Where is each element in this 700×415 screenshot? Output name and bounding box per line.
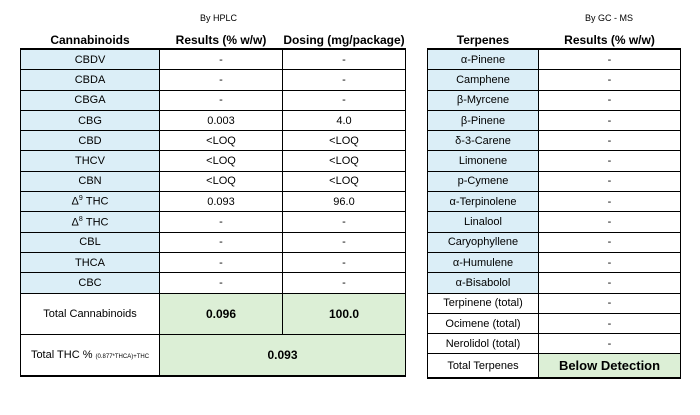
dosing-value: <LOQ xyxy=(283,171,406,191)
dosing-value: - xyxy=(283,232,406,252)
terpene-name: β-Pinene xyxy=(428,110,539,130)
dosing-value: - xyxy=(283,212,406,232)
terpene-result: - xyxy=(539,313,681,333)
table-row xyxy=(21,273,406,293)
total-thc-value: 0.093 xyxy=(160,334,406,376)
table-row xyxy=(21,192,406,212)
table-row xyxy=(428,192,681,212)
result-value: - xyxy=(160,70,283,90)
cannabinoid-name: CBD xyxy=(21,131,160,151)
dosing-value: 4.0 xyxy=(283,110,406,130)
results-header: Results (% w/w) xyxy=(175,33,267,47)
table-row xyxy=(428,273,681,293)
terpene-name: Terpinene (total) xyxy=(428,293,539,313)
result-value: - xyxy=(160,273,283,293)
total-cannabinoids-dosing: 100.0 xyxy=(283,293,406,334)
terpene-name: Ocimene (total) xyxy=(428,313,539,333)
terpene-result: - xyxy=(539,252,681,272)
terpene-result: - xyxy=(539,151,681,171)
cannabinoid-name: CBL xyxy=(21,232,160,252)
terpene-name: α-Terpinolene xyxy=(428,192,539,212)
table-row xyxy=(428,131,681,151)
total-terpenes-result: Below Detection xyxy=(539,354,681,379)
terpene-result: - xyxy=(539,90,681,110)
terpene-name: α-Humulene xyxy=(428,252,539,272)
result-value: <LOQ xyxy=(160,131,283,151)
terpene-name: β-Myrcene xyxy=(428,90,539,110)
total-thc-label: Total THC % (0.877*THCA)+THC xyxy=(21,334,160,376)
result-value: - xyxy=(160,90,283,110)
table-row xyxy=(21,151,406,171)
table-row xyxy=(428,110,681,130)
table-row xyxy=(21,49,406,70)
table-row xyxy=(21,232,406,252)
table-row xyxy=(428,232,681,252)
result-value: - xyxy=(160,252,283,272)
table-row xyxy=(428,313,681,333)
total-terpenes-label: Total Terpenes xyxy=(428,354,539,379)
table-row xyxy=(21,171,406,191)
result-value: 0.003 xyxy=(160,110,283,130)
dosing-value: <LOQ xyxy=(283,151,406,171)
terpenes-table xyxy=(427,30,681,379)
cannabinoid-name: THCV xyxy=(21,151,160,171)
total-cannabinoids-label: Total Cannabinoids xyxy=(21,293,160,334)
cannabinoid-name: $\Delta^9$ THC xyxy=(21,192,160,212)
terpene-result: - xyxy=(539,192,681,212)
table-row xyxy=(428,90,681,110)
cannabinoid-name: CBN xyxy=(21,171,160,191)
gcms-method-label: By GC - MS xyxy=(585,13,634,23)
result-value: - xyxy=(160,232,283,252)
total-thc-row xyxy=(21,334,406,376)
terpene-name: δ-3-Carene xyxy=(428,131,539,151)
terpene-result: - xyxy=(539,334,681,354)
terpene-result: - xyxy=(539,212,681,232)
dosing-value: <LOQ xyxy=(283,131,406,151)
result-value: - xyxy=(160,49,283,70)
hplc-method-label: By HPLC xyxy=(200,13,238,23)
terpene-result: - xyxy=(539,293,681,313)
dosing-value: - xyxy=(283,49,406,70)
terpene-result: - xyxy=(539,273,681,293)
terpene-name: p-Cymene xyxy=(428,171,539,191)
dosing-header: Dosing (mg/package) xyxy=(283,33,405,47)
dosing-value: - xyxy=(283,90,406,110)
terpenes-header: Terpenes xyxy=(456,33,510,47)
table-row xyxy=(428,70,681,90)
dosing-value: - xyxy=(283,273,406,293)
terpene-result: - xyxy=(539,131,681,151)
terpene-result: - xyxy=(539,110,681,130)
cannabinoid-name: $\Delta^8$ THC xyxy=(21,212,160,232)
table-row xyxy=(21,90,406,110)
cannabinoid-name: CBDA xyxy=(21,70,160,90)
terpene-name: Camphene xyxy=(428,70,539,90)
terpene-name: Linalool xyxy=(428,212,539,232)
terpene-name: α-Bisabolol xyxy=(428,273,539,293)
cannabinoids-header: Cannabinoids xyxy=(50,33,130,47)
table-row xyxy=(21,212,406,232)
total-cannabinoids-row xyxy=(21,293,406,334)
result-value: <LOQ xyxy=(160,151,283,171)
cannabinoid-name: CBGA xyxy=(21,90,160,110)
table-row xyxy=(428,49,681,70)
table-row xyxy=(21,110,406,130)
table-row xyxy=(428,252,681,272)
terpene-results-header: Results (% w/w) xyxy=(564,33,655,47)
terpene-name: α-Pinene xyxy=(428,49,539,70)
table-row xyxy=(21,252,406,272)
table-row xyxy=(428,171,681,191)
table-row xyxy=(428,151,681,171)
cannabinoid-name: CBDV xyxy=(21,49,160,70)
cannabinoid-name: CBG xyxy=(21,110,160,130)
total-cannabinoids-result: 0.096 xyxy=(160,293,283,334)
result-value: - xyxy=(160,212,283,232)
terpene-result: - xyxy=(539,171,681,191)
table-row xyxy=(21,70,406,90)
dosing-value: 96.0 xyxy=(283,192,406,212)
table-row xyxy=(428,293,681,313)
result-value: 0.093 xyxy=(160,192,283,212)
terpene-result: - xyxy=(539,49,681,70)
terpene-result: - xyxy=(539,232,681,252)
table-row xyxy=(428,334,681,354)
terpene-name: Limonene xyxy=(428,151,539,171)
terpene-result: - xyxy=(539,70,681,90)
dosing-value: - xyxy=(283,252,406,272)
result-value: <LOQ xyxy=(160,171,283,191)
dosing-value: - xyxy=(283,70,406,90)
terpene-name: Caryophyllene xyxy=(428,232,539,252)
cannabinoid-name: CBC xyxy=(21,273,160,293)
cannabinoids-table xyxy=(20,30,406,377)
table-row xyxy=(428,212,681,232)
total-terpenes-row xyxy=(428,354,681,379)
table-row xyxy=(21,131,406,151)
terpene-name: Nerolidol (total) xyxy=(428,334,539,354)
cannabinoid-name: THCA xyxy=(21,252,160,272)
